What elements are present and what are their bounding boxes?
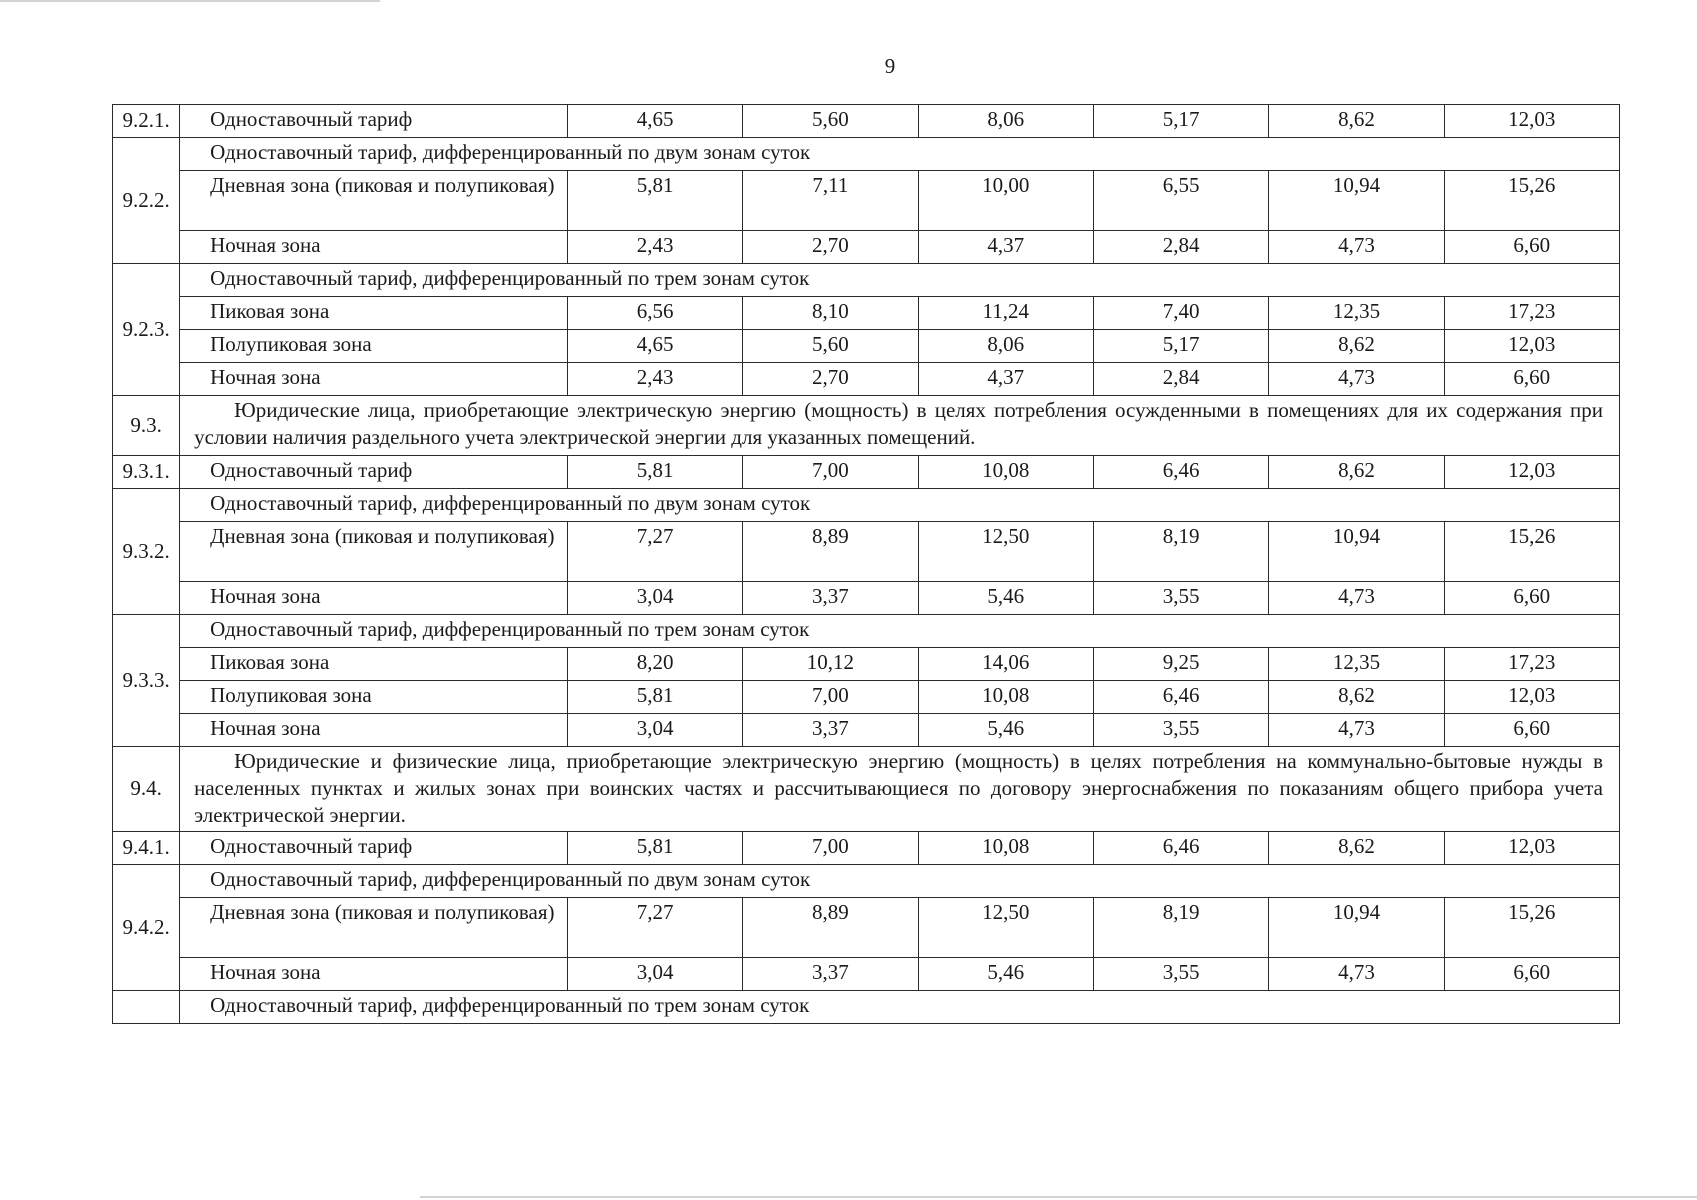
tariff-value: 7,40 [1093,297,1268,330]
tariff-value: 14,06 [918,648,1093,681]
tariff-name: Одноставочный тариф [180,832,568,865]
tariff-value: 3,04 [567,958,742,991]
tariff-value: 12,03 [1444,105,1619,138]
table-row [113,171,1620,231]
tariff-value: 4,65 [567,105,742,138]
tariff-value: 15,26 [1444,522,1619,582]
tariff-value: 2,84 [1093,363,1268,396]
tariff-value: 4,73 [1269,231,1444,264]
tariff-value: 5,60 [743,330,918,363]
tariff-value: 6,60 [1444,231,1619,264]
tariff-value: 4,37 [918,363,1093,396]
table-row [113,330,1620,363]
table-row [113,681,1620,714]
tariff-value: 8,62 [1269,832,1444,865]
table-row [113,747,1620,832]
tariff-value: 11,24 [918,297,1093,330]
subsection-title: Одноставочный тариф, дифференцированный по трем зонам суток [180,991,1620,1024]
table-row [113,363,1620,396]
tariff-name: Ночная зона [180,714,568,747]
tariff-value: 12,35 [1269,648,1444,681]
row-code: 9.2.2. [113,138,180,264]
row-code [113,991,180,1024]
tariff-value: 8,19 [1093,522,1268,582]
tariff-value: 8,19 [1093,898,1268,958]
tariff-value: 8,06 [918,105,1093,138]
tariff-value: 8,62 [1269,330,1444,363]
tariff-value: 7,00 [743,456,918,489]
tariff-value: 2,70 [743,231,918,264]
tariff-value: 12,50 [918,898,1093,958]
table-row [113,489,1620,522]
tariff-value: 7,00 [743,681,918,714]
tariff-value: 15,26 [1444,171,1619,231]
scan-edge-top [0,0,380,2]
tariff-value: 2,43 [567,231,742,264]
tariff-value: 7,27 [567,898,742,958]
row-code: 9.2.3. [113,264,180,396]
scan-edge-bottom [420,1196,1697,1198]
tariff-name: Дневная зона (пиковая и полупиковая) [180,898,568,958]
table-row [113,264,1620,297]
tariff-value: 3,55 [1093,714,1268,747]
tariff-value: 3,55 [1093,958,1268,991]
tariff-value: 6,60 [1444,958,1619,991]
tariff-name: Полупиковая зона [180,681,568,714]
table-row [113,582,1620,615]
row-code: 9.3. [113,396,180,456]
table-row [113,615,1620,648]
table-row [113,865,1620,898]
tariff-value: 12,03 [1444,330,1619,363]
tariff-value: 5,46 [918,958,1093,991]
tariff-value: 4,73 [1269,582,1444,615]
section-description: Юридические лица, приобретающие электрическую энергию (мощность) в целях потребления осужденными в помещениях для их содержания при условии наличия раздельного учета электрической энергии для указанных помещений. [180,396,1620,456]
tariff-table-body [113,105,1620,1024]
tariff-value: 10,08 [918,832,1093,865]
section-description: Юридические и физические лица, приобретающие электрическую энергию (мощность) в целях потребления на коммунально-бытовые нужды в населенных пунктах и жилых зонах при воинских частях и рассчитывающиеся по договору энергоснабжения по показаниям общего прибора учета электрической энергии. [180,747,1620,832]
tariff-name: Одноставочный тариф [180,105,568,138]
tariff-value: 6,46 [1093,681,1268,714]
tariff-value: 10,94 [1269,898,1444,958]
tariff-value: 5,60 [743,105,918,138]
tariff-value: 4,65 [567,330,742,363]
tariff-value: 12,35 [1269,297,1444,330]
tariff-value: 3,37 [743,582,918,615]
tariff-value: 2,43 [567,363,742,396]
table-row [113,396,1620,456]
tariff-value: 5,46 [918,582,1093,615]
tariff-value: 5,81 [567,832,742,865]
table-row [113,456,1620,489]
tariff-value: 4,73 [1269,958,1444,991]
tariff-value: 4,37 [918,231,1093,264]
tariff-value: 5,17 [1093,330,1268,363]
tariff-value: 7,00 [743,832,918,865]
tariff-value: 8,89 [743,898,918,958]
table-row [113,105,1620,138]
table-row [113,898,1620,958]
row-code: 9.3.1. [113,456,180,489]
tariff-value: 8,62 [1269,105,1444,138]
tariff-value: 8,89 [743,522,918,582]
tariff-value: 10,00 [918,171,1093,231]
table-row [113,648,1620,681]
table-row [113,714,1620,747]
tariff-value: 7,27 [567,522,742,582]
tariff-value: 6,60 [1444,363,1619,396]
tariff-value: 6,60 [1444,714,1619,747]
row-code: 9.4.1. [113,832,180,865]
page-number: 9 [884,54,896,78]
tariff-value: 5,81 [567,171,742,231]
tariff-value: 8,06 [918,330,1093,363]
tariff-value: 6,46 [1093,832,1268,865]
table-row [113,297,1620,330]
tariff-value: 6,46 [1093,456,1268,489]
tariff-name: Одноставочный тариф [180,456,568,489]
tariff-value: 10,94 [1269,522,1444,582]
tariff-value: 2,70 [743,363,918,396]
tariff-value: 17,23 [1444,648,1619,681]
tariff-name: Пиковая зона [180,297,568,330]
tariff-name: Полупиковая зона [180,330,568,363]
tariff-value: 12,50 [918,522,1093,582]
tariff-value: 4,73 [1269,714,1444,747]
tariff-name: Ночная зона [180,582,568,615]
table-row [113,991,1620,1024]
tariff-value: 2,84 [1093,231,1268,264]
tariff-name: Ночная зона [180,363,568,396]
row-code: 9.4.2. [113,865,180,991]
subsection-title: Одноставочный тариф, дифференцированный по двум зонам суток [180,138,1620,171]
row-code: 9.4. [113,747,180,832]
tariff-value: 17,23 [1444,297,1619,330]
tariff-value: 4,73 [1269,363,1444,396]
tariff-value: 8,62 [1269,681,1444,714]
tariff-value: 3,04 [567,582,742,615]
subsection-title: Одноставочный тариф, дифференцированный по трем зонам суток [180,615,1620,648]
subsection-title: Одноставочный тариф, дифференцированный по трем зонам суток [180,264,1620,297]
tariff-table [112,104,1620,1024]
tariff-value: 3,55 [1093,582,1268,615]
row-code: 9.3.2. [113,489,180,615]
tariff-value: 3,37 [743,714,918,747]
tariff-value: 10,12 [743,648,918,681]
tariff-value: 10,08 [918,681,1093,714]
tariff-value: 8,10 [743,297,918,330]
tariff-value: 8,20 [567,648,742,681]
table-row [113,138,1620,171]
tariff-value: 5,81 [567,681,742,714]
tariff-value: 10,08 [918,456,1093,489]
tariff-value: 3,04 [567,714,742,747]
tariff-value: 8,62 [1269,456,1444,489]
table-row [113,832,1620,865]
tariff-value: 12,03 [1444,681,1619,714]
table-row [113,522,1620,582]
tariff-value: 6,55 [1093,171,1268,231]
tariff-value: 12,03 [1444,832,1619,865]
tariff-value: 3,37 [743,958,918,991]
tariff-name: Ночная зона [180,958,568,991]
tariff-value: 6,56 [567,297,742,330]
row-code: 9.2.1. [113,105,180,138]
tariff-value: 5,81 [567,456,742,489]
table-row [113,231,1620,264]
tariff-value: 10,94 [1269,171,1444,231]
tariff-value: 6,60 [1444,582,1619,615]
tariff-name: Дневная зона (пиковая и полупиковая) [180,522,568,582]
row-code: 9.3.3. [113,615,180,747]
subsection-title: Одноставочный тариф, дифференцированный по двум зонам суток [180,865,1620,898]
tariff-value: 5,17 [1093,105,1268,138]
tariff-name: Ночная зона [180,231,568,264]
table-row [113,958,1620,991]
tariff-name: Пиковая зона [180,648,568,681]
subsection-title: Одноставочный тариф, дифференцированный по двум зонам суток [180,489,1620,522]
tariff-value: 9,25 [1093,648,1268,681]
tariff-value: 5,46 [918,714,1093,747]
tariff-value: 7,11 [743,171,918,231]
tariff-value: 12,03 [1444,456,1619,489]
tariff-name: Дневная зона (пиковая и полупиковая) [180,171,568,231]
tariff-value: 15,26 [1444,898,1619,958]
